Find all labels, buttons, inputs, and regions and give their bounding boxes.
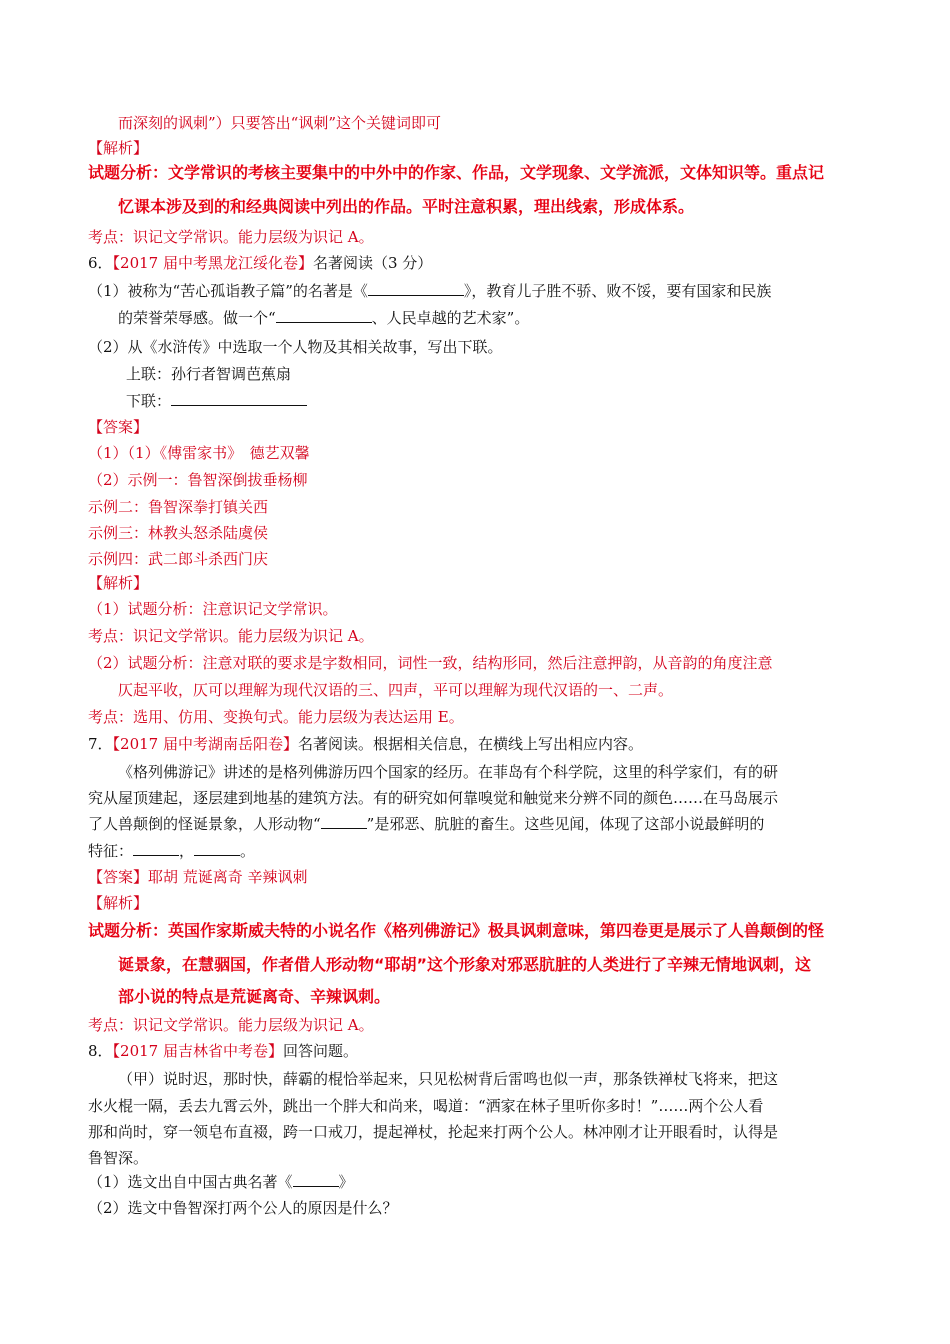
- analysis-text: 忆课本涉及到的和经典阅读中列出的作品。平时注意积累，理出线索，形成体系。: [118, 197, 695, 216]
- passage-text: （甲）说时迟，那时快，薛霸的棍恰举起来，只见松树背后雷鸣也似一声，那条铁禅杖飞将来，把这: [118, 1070, 779, 1088]
- passage-text: 《格列佛游记》讲述的是格列佛游历四个国家的经历。在菲岛有个科学院，这里的科学家们，有的研: [118, 763, 779, 781]
- question-8-title: [88, 1040, 358, 1062]
- passage-text: 水火棍一隔，丢去九霄云外，跳出一个胖大和尚来，喝道：“洒家在林子里听你多时！”……两个公人看: [88, 1097, 764, 1115]
- blank: [194, 841, 240, 856]
- answer-line: （1）（1）《傅雷家书》 德艺双馨: [88, 444, 310, 462]
- key-point: 考点：选用、仿用、变换句式。能力层级为表达运用 E。: [88, 708, 464, 726]
- question-6-title: [88, 252, 432, 274]
- passage-text: 鲁智深。: [88, 1149, 149, 1167]
- analysis-text: 诞景象，在慧骃国，作者借人形动物“耶胡”这个形象对邪恶肮脏的人类进行了辛辣无情地讽刺，这: [118, 955, 812, 974]
- question-number: 6．: [88, 254, 113, 272]
- question-number: 7．: [88, 735, 113, 753]
- answer-line: 示例四：武二郎斗杀西门庆: [88, 550, 269, 568]
- blank: [321, 814, 367, 829]
- blank: [133, 841, 179, 856]
- answer-line: 而深刻的讽刺”）只要答出“讽刺”这个关键词即可: [118, 114, 442, 132]
- key-point: 考点：识记文学常识。能力层级为识记 A。: [88, 1016, 374, 1034]
- answer-line: 示例二：鲁智深拳打镇关西: [88, 498, 269, 516]
- question-text: （1）被称为“苦心孤诣教子篇”的名著是《 》，教育儿子胜不骄、败不馁，要有国家和民族: [88, 282, 772, 300]
- analysis-text: （2）试题分析：注意对联的要求是字数相同，词性一致，结构形同，然后注意押韵，从音韵的角度注意: [88, 654, 773, 672]
- key-point: 考点：识记文学常识。能力层级为识记 A。: [88, 627, 374, 645]
- passage-text: 那和尚时，穿一领皂布直裰，跨一口戒刀，提起禅杖，抡起来打两个公人。林冲刚才让开眼看时，认得是: [88, 1123, 779, 1141]
- blank: [293, 1172, 339, 1187]
- question-text: （2）选文中鲁智深打两个公人的原因是什么？: [88, 1199, 398, 1217]
- analysis-text: （1）试题分析：注意识记文学常识。: [88, 600, 338, 618]
- answer-line: （2）示例一：鲁智深倒拔垂杨柳: [88, 471, 308, 489]
- analysis-text: 仄起平收，仄可以理解为现代汉语的三、四声，平可以理解为现代汉语的一、二声。: [118, 681, 674, 699]
- analysis-text: 试题分析：文学常识的考核主要集中的中外中的作家、作品，文学现象、文学流派，文体知识等。重点记: [88, 163, 825, 182]
- question-prompt: 回答问题。: [283, 1042, 359, 1060]
- answer-line: 示例三：林教头怒杀陆虞侯: [88, 524, 269, 542]
- question-source: 【2017 届中考湖南岳阳卷】: [112, 735, 298, 753]
- question-text: 的荣誉荣辱感。做一个“ 、人民卓越的艺术家”。: [118, 309, 530, 327]
- blank: [368, 281, 464, 296]
- answer-line: 【答案】耶胡 荒诞离奇 辛辣讽刺: [88, 868, 308, 886]
- question-7-title: [88, 733, 643, 755]
- analysis-heading: 【解析】: [88, 574, 149, 592]
- couplet-upper: 上联：孙行者智调芭蕉扇: [126, 365, 292, 383]
- analysis-heading: 【解析】: [88, 139, 149, 157]
- blank: [171, 391, 307, 406]
- blank: [276, 308, 372, 323]
- question-source: 【2017 届中考黑龙江绥化卷】: [112, 254, 313, 272]
- passage-text: 了人兽颠倒的怪诞景象，人形动物“ ”是邪恶、肮脏的畜生。这些见闻，体现了这部小说最鲜明的: [88, 815, 765, 833]
- answer-heading: 【答案】: [88, 418, 149, 436]
- question-number: 8．: [88, 1042, 113, 1060]
- analysis-text: 试题分析：英国作家斯威夫特的小说名作《格列佛游记》极具讽刺意味，第四卷更是展示了人兽颠倒的怪: [88, 921, 825, 940]
- key-point: 考点：识记文学常识。能力层级为识记 A。: [88, 228, 374, 246]
- couplet-lower: 下联：: [126, 390, 307, 412]
- passage-text: 特征： ， 。: [88, 842, 256, 860]
- analysis-text: 部小说的特点是荒诞离奇、辛辣讽刺。: [118, 987, 391, 1006]
- question-text: （1）选文出自中国古典名著《 》: [88, 1173, 354, 1191]
- analysis-heading: 【解析】: [88, 894, 149, 912]
- question-prompt: 名著阅读（3 分）: [313, 254, 433, 272]
- question-source: 【2017 届吉林省中考卷】: [112, 1042, 283, 1060]
- question-text: （2）从《水浒传》中选取一个人物及其相关故事，写出下联。: [88, 338, 503, 356]
- passage-text: 究从屋顶建起，逐层建到地基的建筑方法。有的研究如何靠嗅觉和触觉来分辨不同的颜色……在马岛展示: [88, 789, 779, 807]
- question-prompt: 名著阅读。根据相关信息，在横线上写出相应内容。: [298, 735, 644, 753]
